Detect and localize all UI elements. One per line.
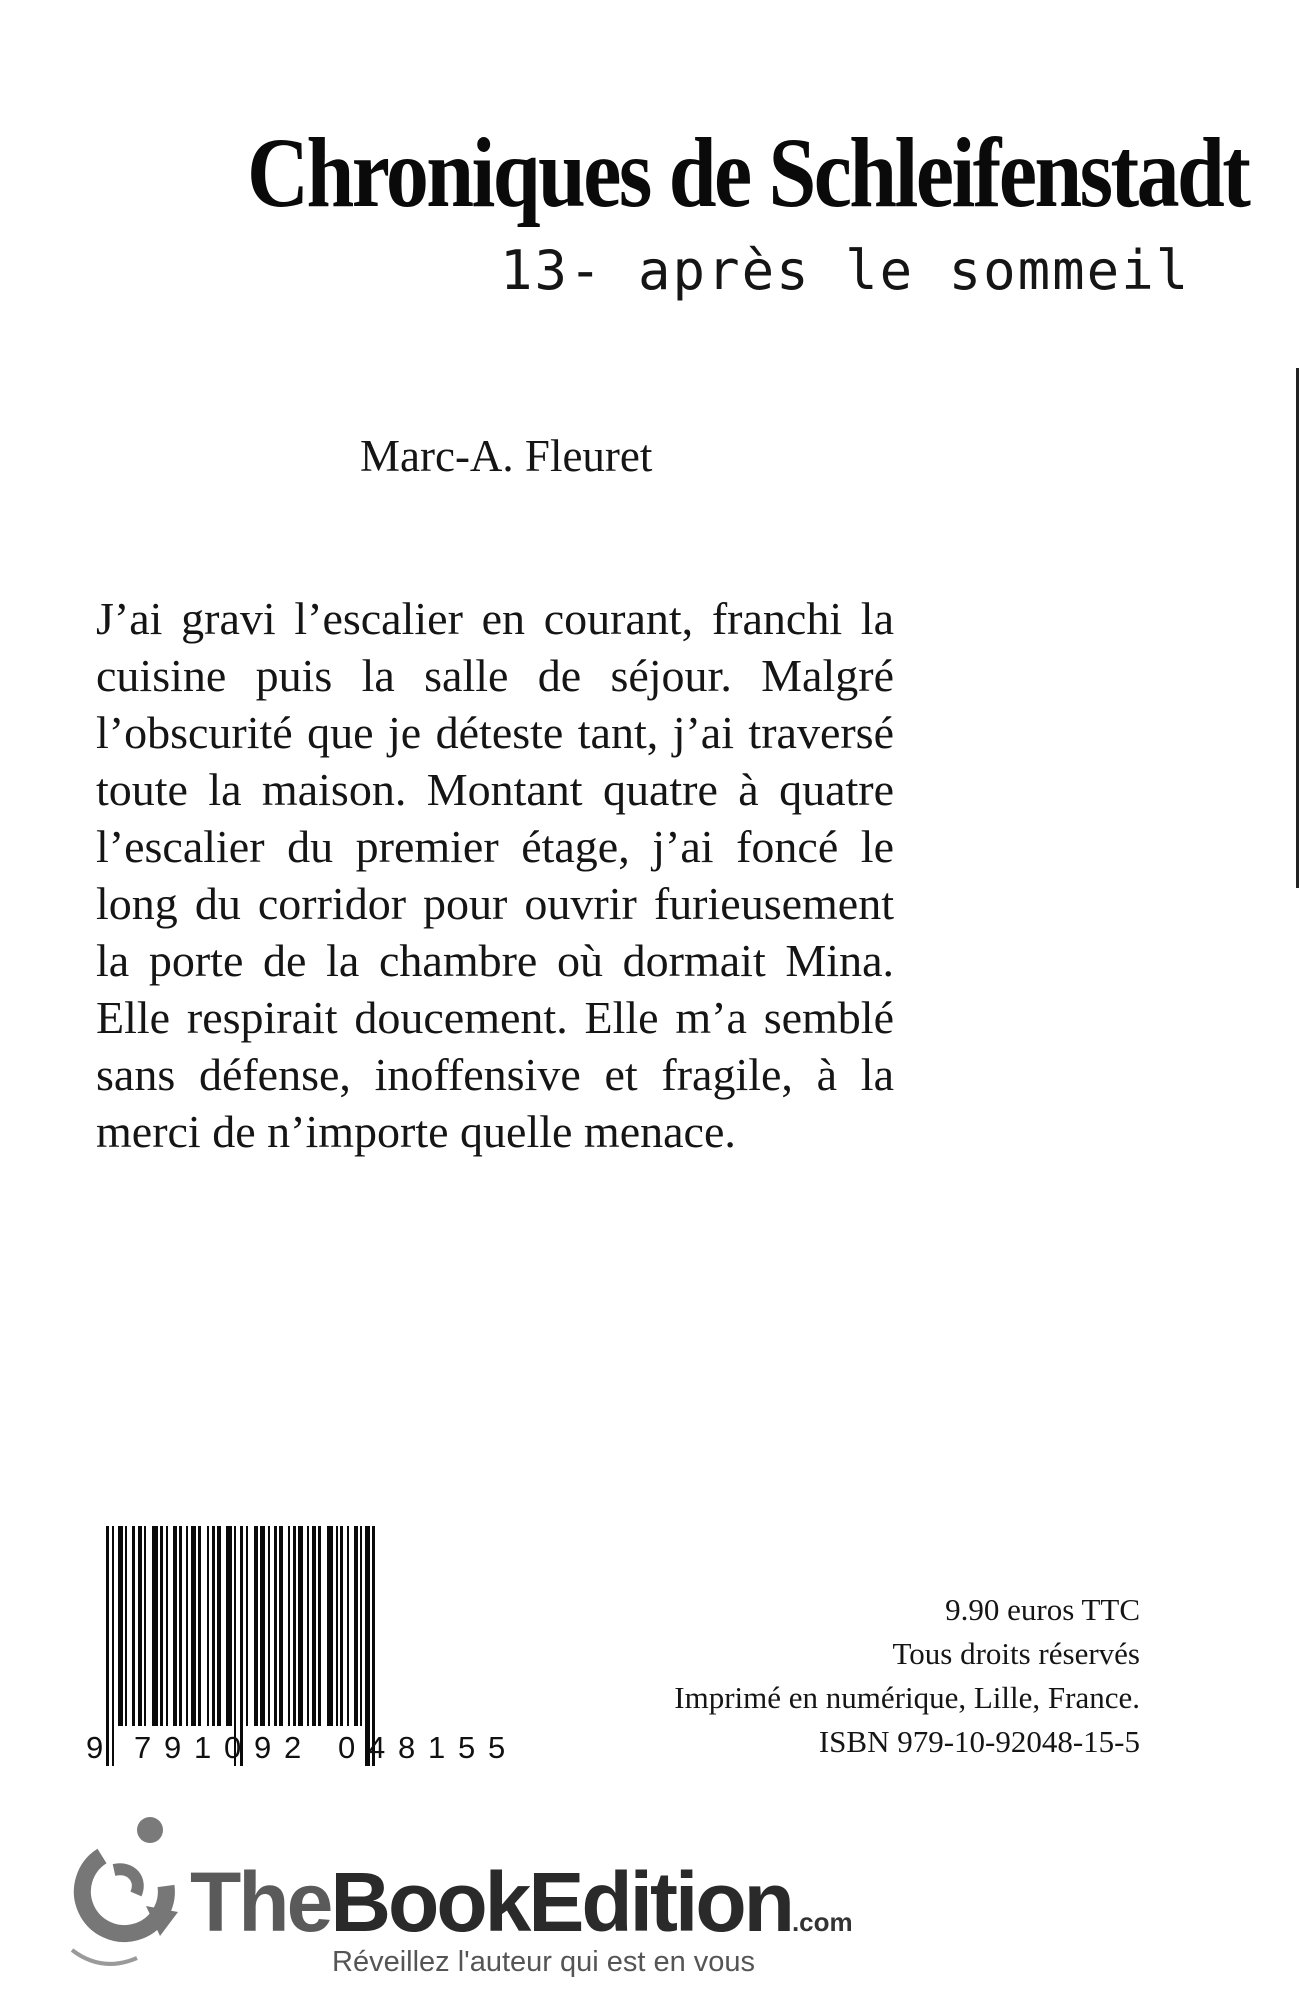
barcode-digit: 5: [488, 1730, 506, 1765]
isbn-barcode: [82, 1526, 546, 1776]
barcode-digit: 0: [338, 1730, 356, 1765]
publisher-name-bold: BookEdition: [330, 1855, 792, 1949]
isbn-label: ISBN 979-10-92048-15-5: [818, 1724, 1140, 1759]
barcode-digit: 1: [428, 1730, 446, 1765]
barcode-digit: 9: [164, 1730, 182, 1765]
barcode-digit: 2: [284, 1730, 302, 1765]
barcode-digit: 9: [86, 1730, 104, 1765]
barcode-digit: 5: [458, 1730, 476, 1765]
barcode-digit: 0: [224, 1730, 242, 1765]
barcode-digit: 7: [134, 1730, 152, 1765]
back-cover-blurb: J’ai gravi l’escalier en courant, franchi la cuisine puis la salle de séjour. Malgré l’obscurité que je déteste tant, j’ai traversé toute la maison. Montant quatre à quatre l’escalier du premier étage, j’ai foncé le long du corridor pour ouvrir furieusement la porte de la chambre où dormait Mina. Elle respirait doucement. Elle m’a semblé sans défense, inoffensive et fragile, à la merci de n’importe quelle menace.: [96, 593, 894, 1157]
publisher-logo: [62, 1808, 862, 1988]
barcode-digit: 8: [398, 1730, 416, 1765]
barcode-digit: 1: [194, 1730, 212, 1765]
publisher-tagline: Réveillez l'auteur qui est en vous: [332, 1946, 756, 1978]
rights-label: Tous droits réservés: [892, 1636, 1140, 1671]
publisher-logo-icon: [62, 1808, 192, 1978]
publisher-name-light: The: [190, 1855, 331, 1949]
publisher-domain: .com: [791, 1907, 853, 1937]
barcode-digit: 4: [368, 1730, 386, 1765]
barcode-digits: [82, 1526, 546, 1776]
page-edge-line: [1296, 368, 1299, 888]
book-subtitle: 13- après le sommeil: [500, 239, 1191, 302]
author-name: Marc-A. Fleuret: [360, 431, 653, 481]
price-label: 9.90 euros TTC: [945, 1592, 1140, 1627]
book-title: Chroniques de Schleifenstadt: [247, 117, 1249, 228]
barcode-digit: 9: [254, 1730, 272, 1765]
publication-info: [560, 1588, 1140, 1764]
print-location-label: Imprimé en numérique, Lille, France.: [674, 1680, 1140, 1715]
